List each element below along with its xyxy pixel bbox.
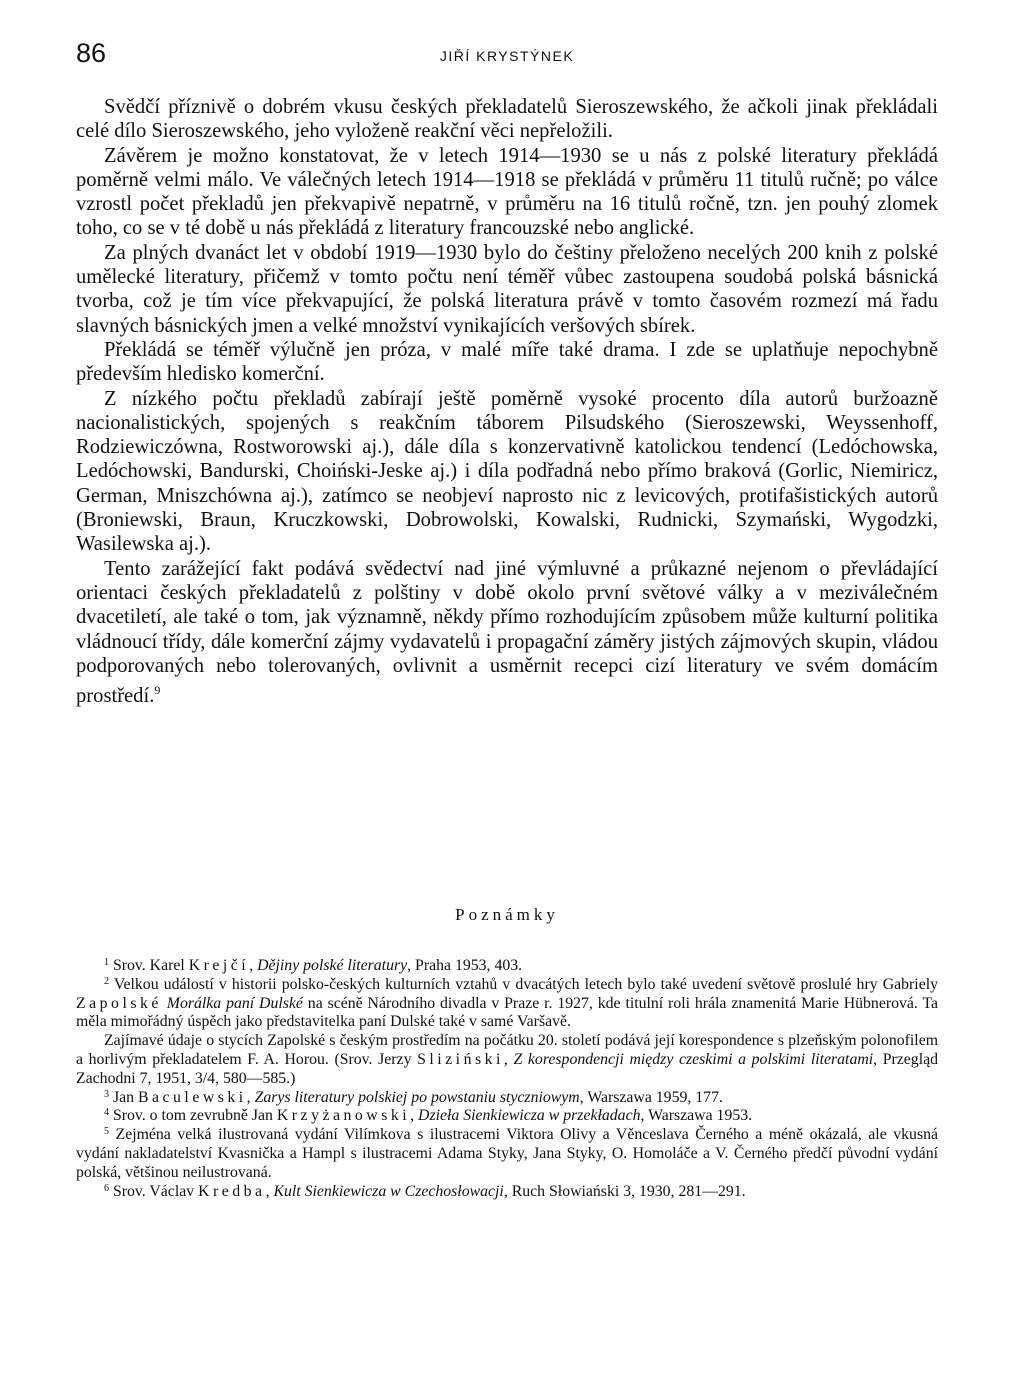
footnote-3 bbox=[76, 1089, 938, 1108]
footnote-number: 3 bbox=[104, 1088, 109, 1100]
running-head: JIŘÍ KRYSTÝNEK bbox=[439, 48, 575, 64]
paragraph-6 bbox=[76, 557, 938, 709]
page-number: 86 bbox=[76, 38, 107, 68]
footnote-ref-9: 9 bbox=[154, 683, 161, 698]
footnote-text: , Ruch Słowiański 3, 1930, 281—291. bbox=[503, 1182, 746, 1200]
footnotes bbox=[76, 957, 938, 1201]
footnote-title: Z korespondencji między czeskimi a polskimi literatami bbox=[513, 1050, 874, 1068]
footnote-author: Krzyżanowski bbox=[276, 1107, 411, 1125]
footnote-title: Kult Sienkiewicza w Czechosłowacji bbox=[273, 1182, 504, 1200]
footnote-text: na scéně Národního divadla v Praze r. 1927, kde titulní roli hrála znamenitá Marie Hübnerová. Ta měla mimořádný úspěch jako představitelka paní Dulské také v samé Varšavě. bbox=[76, 994, 938, 1031]
notes-heading: Poznámky bbox=[455, 905, 559, 924]
footnote-text: , Warszawa 1959, 177. bbox=[579, 1088, 723, 1106]
footnote-text: Jan bbox=[112, 1088, 138, 1106]
footnote-text: Srov. Václav bbox=[112, 1182, 199, 1200]
footnote-author: Krejčí bbox=[188, 957, 250, 974]
paragraph-3: Za plných dvanáct let v období 1919—1930 bylo do češtiny přeloženo necelých 200 knih z polské umělecké literatury, přičemž v tomto počtu není téměř vůbec zastoupena soudobá polská básnická tvorba, což je tím více překvapující, že polská literatura právě v tomto časovém rozmezí má řadu slavných básnických jmen a velké množství vynikajících veršových sbírek. bbox=[76, 241, 938, 337]
paragraph-1: Svědčí příznivě o dobrém vkusu českých překladatelů Sieroszewského, že ačkoli jinak překládali celé dílo Sieroszewského, jeho vyloženě reakční věci nepřeložili. bbox=[76, 96, 938, 143]
footnote-text: Srov. o tom zevrubně Jan bbox=[112, 1107, 277, 1125]
footnote-number: 5 bbox=[104, 1126, 109, 1138]
paragraph-4: Překládá se téměř výlučně jen próza, v malé míře také drama. I zde se uplatňuje nepochybně především hledisko komerční. bbox=[76, 338, 938, 386]
footnote-text: , bbox=[249, 957, 258, 974]
footnote-author: Zapolské bbox=[76, 994, 162, 1012]
footnote-2-continued bbox=[76, 1032, 938, 1088]
footnote-text: , bbox=[410, 1107, 419, 1125]
footnote-text: , bbox=[503, 1050, 514, 1068]
footnote-title: Dějiny polské literatury bbox=[257, 957, 408, 974]
footnote-title: Zarys literatury polskiej po powstaniu styczniowym bbox=[254, 1088, 580, 1106]
footnote-text: , bbox=[246, 1088, 255, 1106]
footnote-6 bbox=[76, 1183, 938, 1202]
footnote-1 bbox=[76, 957, 938, 976]
footnote-number: 1 bbox=[104, 957, 109, 968]
footnote-text: , Przegląd Zachodni 7, 1951, 3/4, 580—585.) bbox=[76, 1050, 938, 1087]
footnote-text: , Warszawa 1953. bbox=[640, 1107, 753, 1125]
paragraph-2: Závěrem je možno konstatovat, že v letech 1914—1930 se u nás z polské literatury překládá poměrně velmi málo. Ve válečných letech 1914—1918 se překládá v průměru 11 titulů ručně; po válce vzrostl počet překladů jen překvapivě nepatrně, v průměru na 16 titulů ročně, tzn. jen pouhý zlomek toho, co se v té době u nás překládá z literatury francouzské nebo anglické. bbox=[76, 144, 938, 240]
footnote-5 bbox=[76, 1126, 938, 1182]
page-header bbox=[76, 38, 938, 74]
footnote-number: 4 bbox=[104, 1107, 109, 1119]
footnote-4 bbox=[76, 1107, 938, 1126]
footnote-title: Morálka paní Dulské bbox=[166, 994, 303, 1012]
footnote-text: , Praha 1953, 403. bbox=[407, 957, 523, 974]
body-text bbox=[76, 95, 938, 708]
footnote-text: Zejména velká ilustrovaná vydání Vilímkova s ilustracemi Viktora Olivy a Věnceslava Černého a méně okázalá, ale vkusná vydání nakladatelství Kvasnička a Hampl s ilustracemi Adama Styky, Jana Styky, O. Homoláče a V. Černého předčí původní vydání polská, většinou neilustrovaná. bbox=[76, 1126, 938, 1181]
footnote-author: Sliziński bbox=[417, 1050, 504, 1068]
footnote-text: Srov. Karel bbox=[112, 957, 189, 974]
footnote-text: Velkou událostí v historii polsko-českých kulturních vztahů v dvacátých letech bylo také uvedení světově proslulé hry Gabriely bbox=[113, 975, 938, 993]
paragraph-6-text: Tento zarážející fakt podává svědectví nad jiné výmluvné a průkazné nejenom o převládající orientaci českých překladatelů z polštiny v době okolo první světové války a v meziválečném dvacetiletí, ale také o tom, jak významně, někdy přímo rozhodujícím způsobem může kulturní politika vládnoucí třídy, dále komerční zájmy vydavatelů i propagační záměry jistých zájmových skupin, vládou podporovaných nebo tolerovaných, ovlivnit a usměrnit recepci cizí literatury ve svém domácím prostředí. bbox=[76, 557, 938, 707]
footnote-number: 2 bbox=[104, 975, 109, 987]
footnote-text: , bbox=[265, 1182, 274, 1200]
paragraph-5: Z nízkého počtu překladů zabírají ještě poměrně vysoké procento díla autorů buržoazně nacionalistických, spojených s reakčním táborem Pilsudského (Sieroszewski, Weyssenhoff, Rodziewiczówna, Rostworowski aj.), dále díla s konzervativně katolickou tendencí (Ledóchowska, Ledóchowski, Bandurski, Choiński-Jeske aj.) i díla podřadná nebo přímo braková (Gorlic, Niemiricz, German, Mniszchówna aj.), zatímco se neobjeví naprosto nic z levicových, protifašistických autorů (Broniewski, Braun, Kruczkowski, Dobrowolski, Kowalski, Rudnicki, Szymański, Wygodzki, Wasilewska aj.). bbox=[76, 387, 938, 556]
footnote-author: Kredba bbox=[198, 1182, 266, 1200]
footnote-text: Zajímavé údaje o stycích Zapolské s českým prostředím na počátku 20. století podává její korespondence s plzeňským polonofilem a horlivým překladatelem F. A. Horou. (Srov. Jerzy bbox=[76, 1032, 938, 1068]
footnote-2 bbox=[76, 976, 938, 1032]
footnote-title: Dzieła Sienkiewicza w przekładach bbox=[418, 1107, 641, 1125]
footnote-number: 6 bbox=[104, 1182, 109, 1194]
footnote-author: Baculewski bbox=[137, 1088, 247, 1106]
